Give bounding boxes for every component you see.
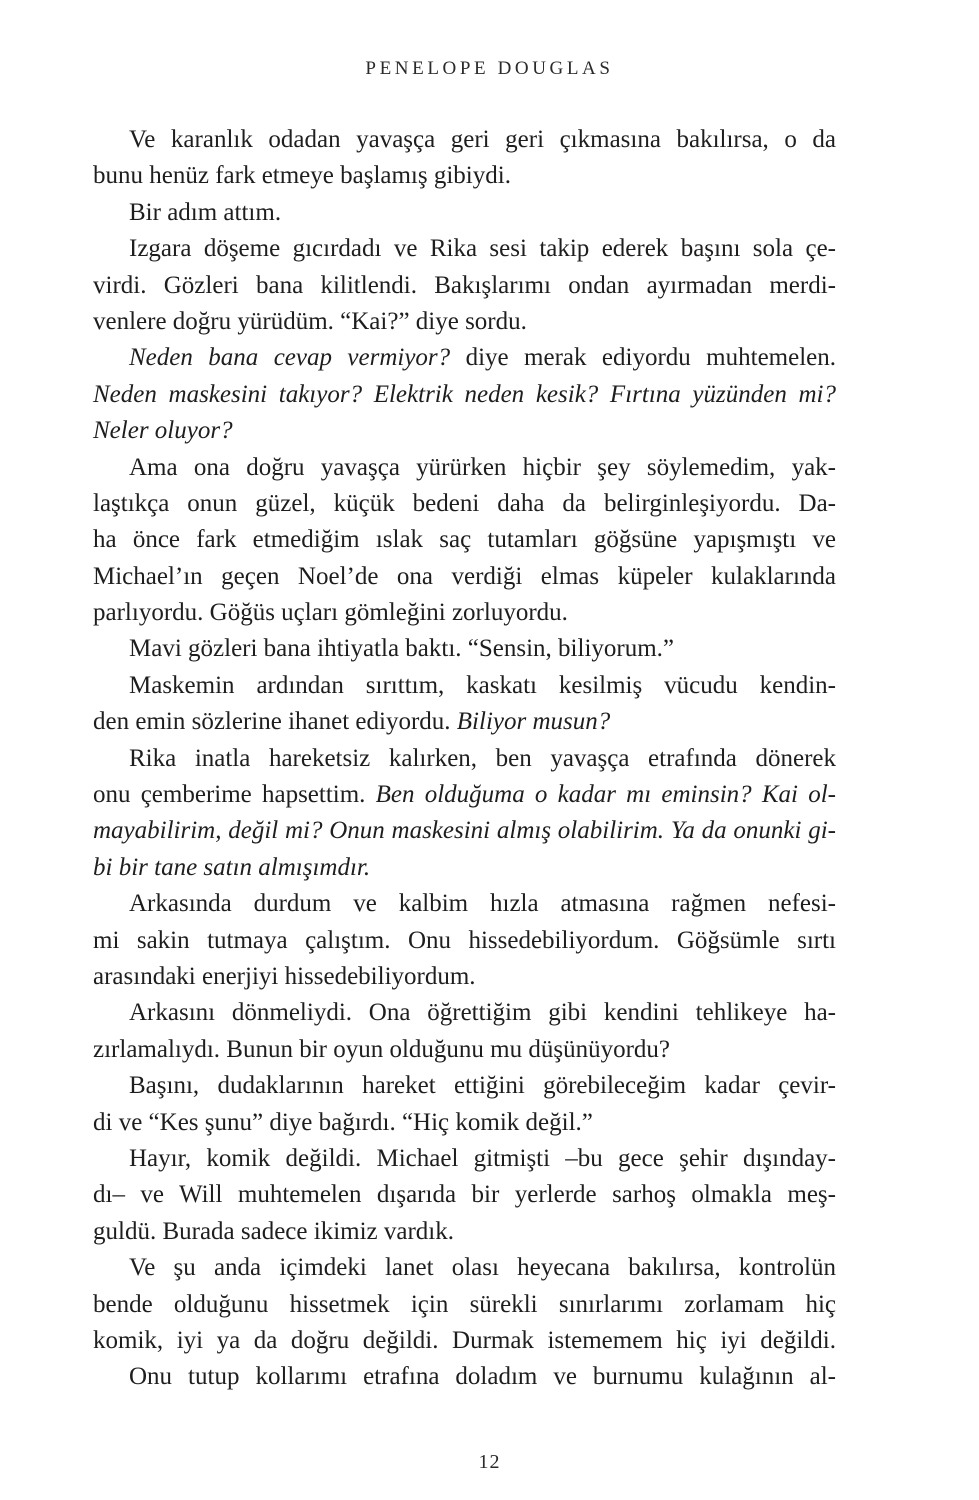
- page-number: 12: [478, 1451, 501, 1473]
- text-line: onu çemberime hapsettim. Ben olduğuma o kadar mı eminsin? Kai ol-: [93, 781, 836, 809]
- text-line: virdi. Gözleri bana kilitlendi. Bakışlarımı ondan ayırmadan merdi-: [93, 271, 836, 299]
- text-line: mayabilirim, değil mi? Onun maskesini almış olabilirim. Ya da onunki gi-: [93, 817, 836, 845]
- text-line: zırlamalıydı. Bunun bir oyun olduğunu mu düşünüyordu?: [93, 1035, 671, 1063]
- text-line: komik, iyi ya da doğru değildi. Durmak istememem hiç iyi değildi.: [93, 1326, 836, 1354]
- text-line: guldü. Burada sadece ikimiz vardık.: [93, 1217, 454, 1245]
- text-line: bunu henüz fark etmeye başlamış gibiydi.: [93, 162, 511, 190]
- text-line: bende olduğunu hissetmek için sürekli sınırlarımı zorlamam hiç: [93, 1290, 836, 1318]
- text-line: Neden bana cevap vermiyor? diye merak ediyordu muhtemelen.: [129, 344, 837, 372]
- text-line: Ama ona doğru yavaşça yürürken hiçbir şey söylemedim, yak-: [129, 453, 836, 481]
- text-line: Michael’ın geçen Noel’de ona verdiği elmas küpeler kulaklarında: [93, 562, 836, 590]
- text-line: ha önce fark etmediğim ıslak saç tutamları göğsüne yapışmıştı ve: [93, 526, 836, 554]
- text-line: bi bir tane satın almışımdır.: [93, 853, 371, 881]
- text-line: Hayır, komik değildi. Michael gitmişti –bu gece şehir dışınday-: [129, 1144, 836, 1172]
- text-line: Bir adım attım.: [129, 198, 282, 226]
- text-line: Mavi gözleri bana ihtiyatla baktı. “Sensin, biliyorum.”: [129, 635, 675, 663]
- text-line: venlere doğru yürüdüm. “Kai?” diye sordu.: [93, 307, 527, 335]
- text-line: Ve şu anda içimdeki lanet olası heyecana bakılırsa, kontrolün: [129, 1254, 836, 1282]
- text-line: Arkasında durdum ve kalbim hızla atmasına rağmen nefesi-: [129, 890, 836, 918]
- running-header: PENELOPE DOUGLAS: [365, 58, 614, 79]
- text-line: den emin sözlerine ihanet ediyordu. Biliyor musun?: [93, 708, 611, 736]
- text-line: mi sakin tutmaya çalıştım. Onu hissedebiliyordum. Göğsümle sırtı: [93, 926, 836, 954]
- text-line: Neden maskesini takıyor? Elektrik neden kesik? Fırtına yüzünden mi?: [93, 380, 836, 408]
- text-line: arasındaki enerjiyi hissedebiliyordum.: [93, 962, 476, 990]
- text-line: Arkasını dönmeliydi. Ona öğrettiğim gibi kendini tehlikeye ha-: [129, 999, 836, 1027]
- body-text: [93, 122, 836, 1396]
- text-line: Izgara döşeme gıcırdadı ve Rika sesi takip ederek başını sola çe-: [129, 235, 836, 263]
- text-line: laştıkça onun güzel, küçük bedeni daha da belirginleşiyordu. Da-: [93, 489, 836, 517]
- text-line: dı– ve Will muhtemelen dışarıda bir yerlerde sarhoş olmakla meş-: [93, 1181, 836, 1209]
- text-line: Ve karanlık odadan yavaşça geri geri çıkmasına bakılırsa, o da: [129, 126, 836, 153]
- text-line: Rika inatla hareketsiz kalırken, ben yavaşça etrafında dönerek: [129, 744, 836, 772]
- text-line: di ve “Kes şunu” diye bağırdı. “Hiç komik değil.”: [93, 1108, 593, 1136]
- text-line: Maskemin ardından sırıttım, kaskatı kesilmiş vücudu kendin-: [129, 671, 836, 699]
- text-line: parlıyordu. Göğüs uçları gömleğini zorluyordu.: [93, 599, 568, 627]
- text-line: Neler oluyor?: [93, 417, 233, 445]
- text-line: Onu tutup kollarımı etrafına doladım ve burnumu kulağının al-: [129, 1363, 836, 1391]
- text-line: Başını, dudaklarının hareket ettiğini görebileceğim kadar çevir-: [129, 1072, 836, 1100]
